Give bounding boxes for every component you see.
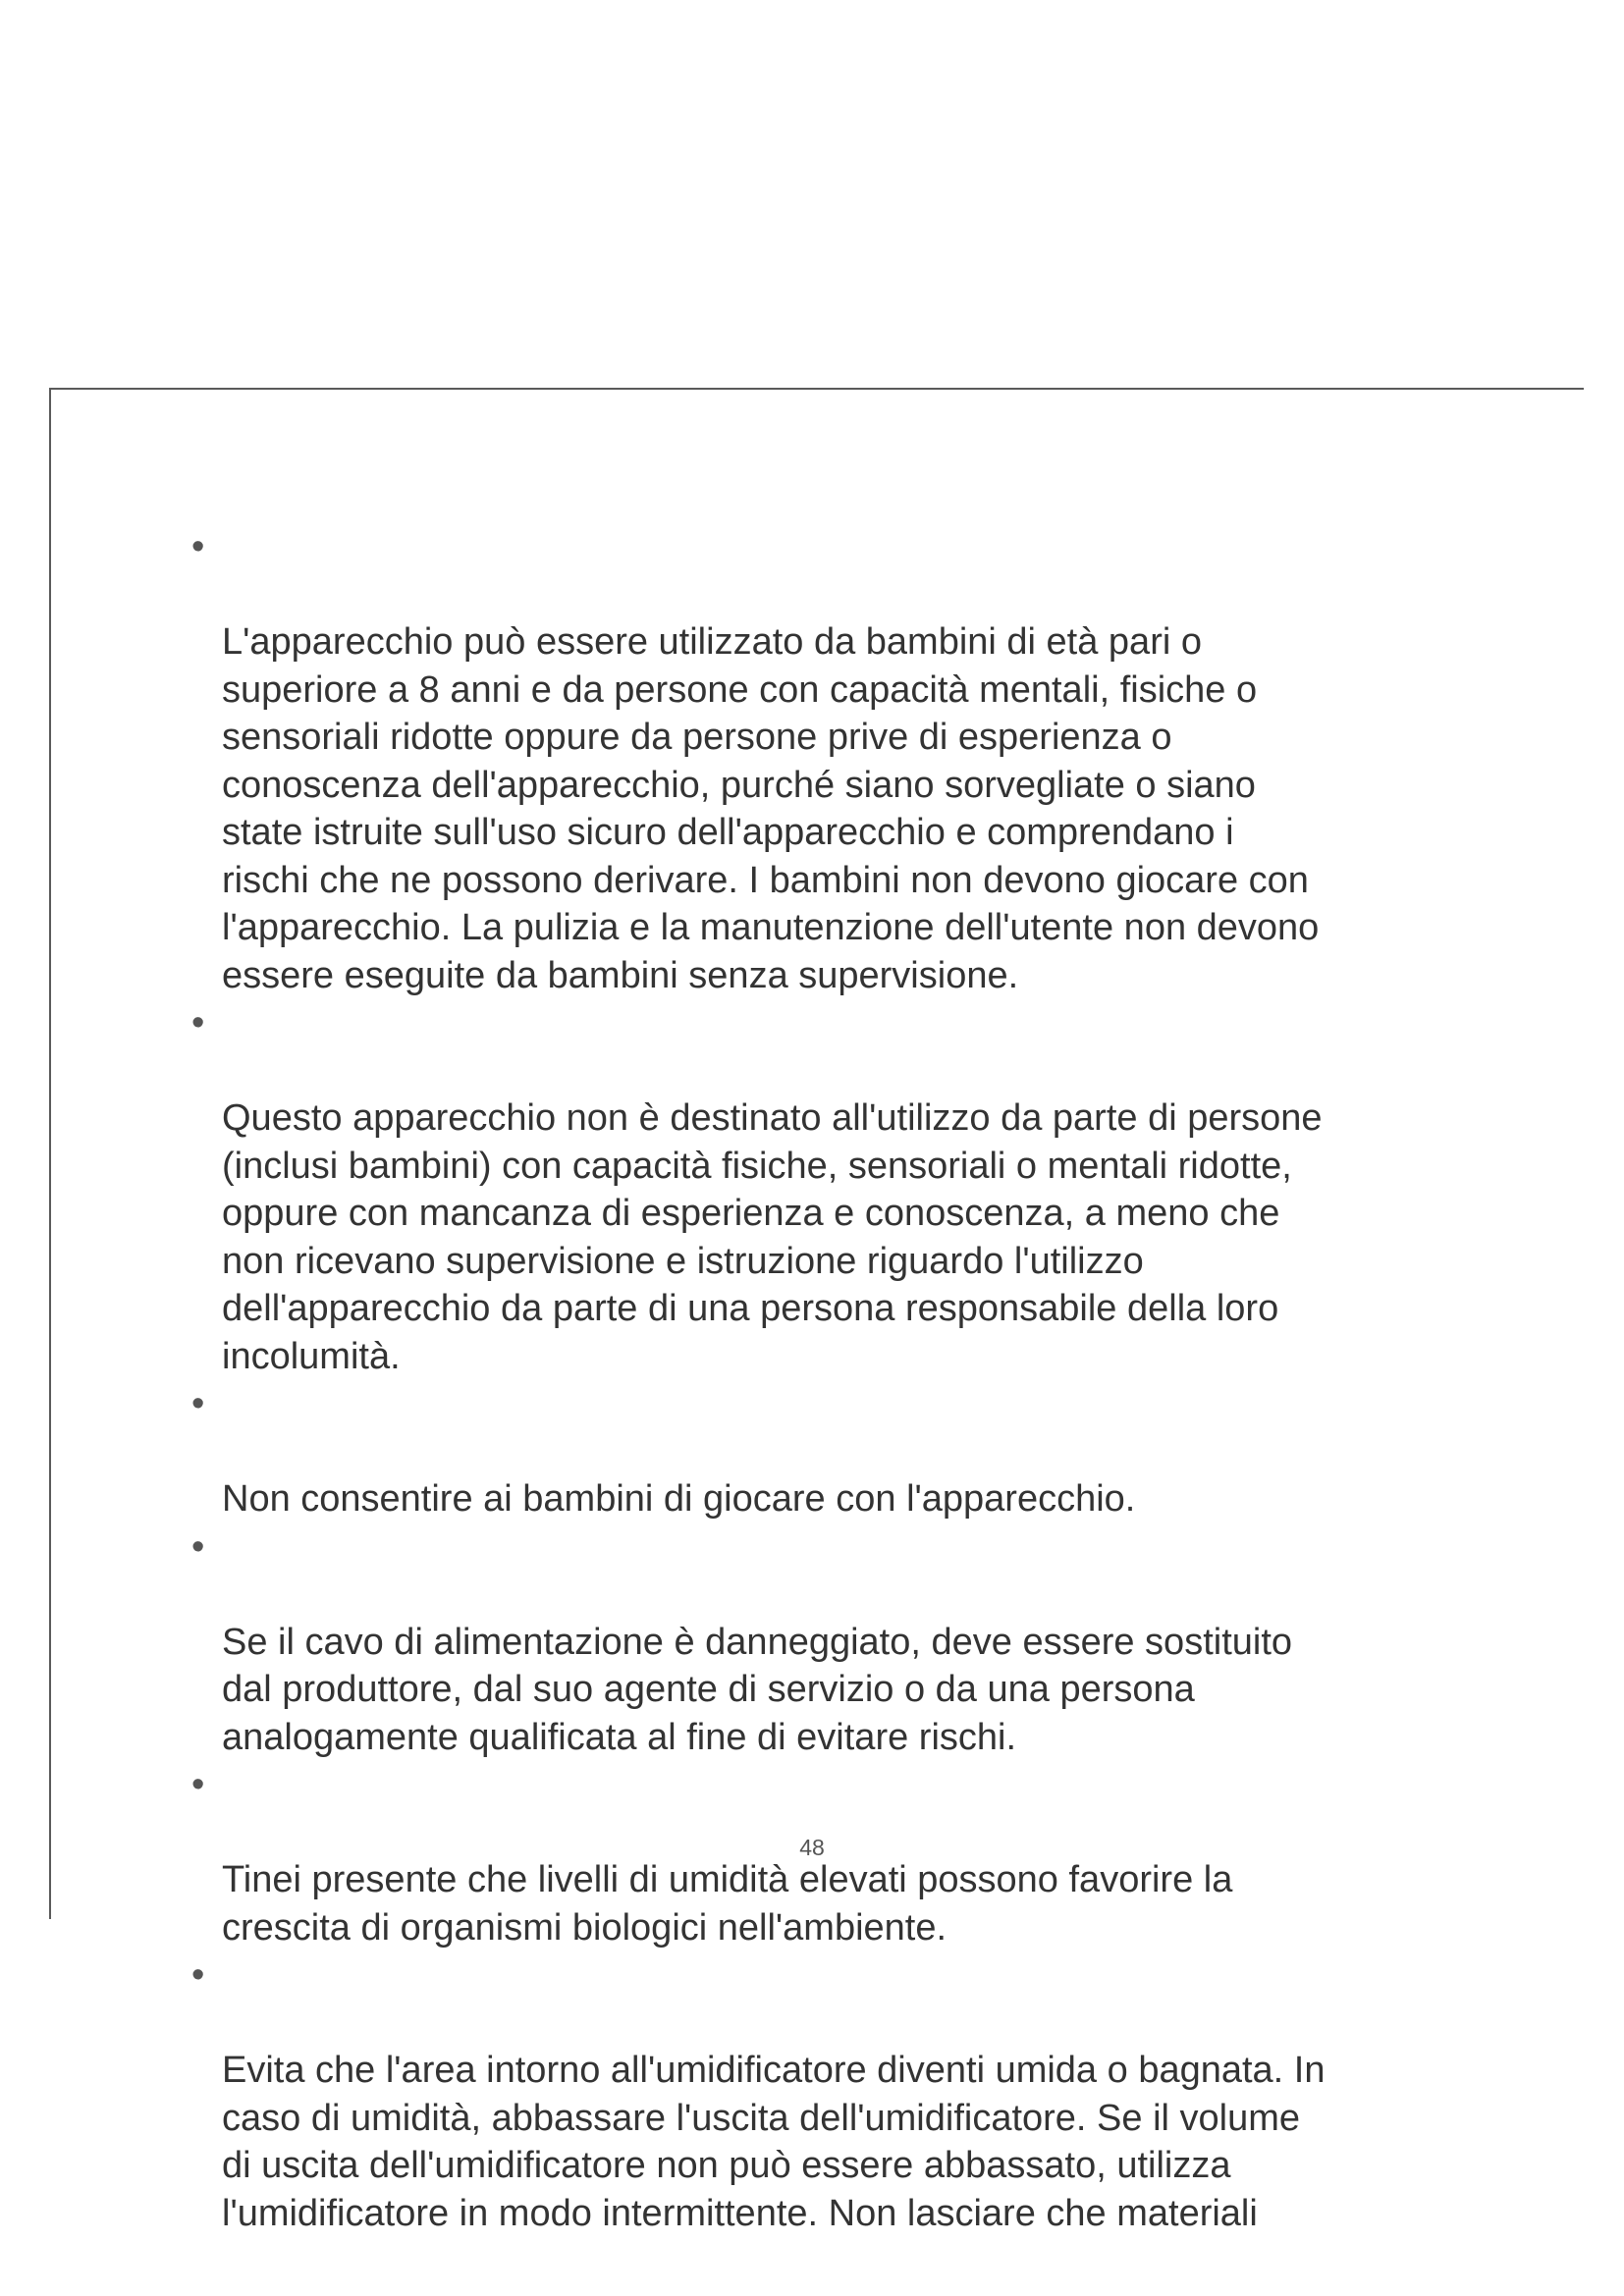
bullet-item xyxy=(189,1523,1465,1762)
bullet-text: L'apparecchio può essere utilizzato da bambini di età pari o superiore a 8 anni e da persone con capacità mentali, fisiche o sensoriali ridotte oppure da persone prive di esperienza o conoscenza dell'apparecchio, purché siano sorvegliate o siano state istruite sull'uso sicuro dell'apparecchio e comprendano i rischi che ne possono derivare. I bambini non devono giocare con l'apparecchio. La pulizia e la manutenzione dell'utente non devono essere eseguite da bambini senza supervisione. xyxy=(222,621,1320,996)
page-number: 48 xyxy=(799,1835,825,1860)
safety-bullet-list xyxy=(189,523,1465,2237)
bullet-text: Evita che l'area intorno all'umidificatore diventi umida o bagnata. In caso di umidità, abbassare l'uscita dell'umidificatore. Se il volume di uscita dell'umidificatore non può essere abbassato, utilizza l'umidificatore in modo intermittente. Non lasciare che materiali xyxy=(222,2050,1326,2234)
bullet-dot-icon: • xyxy=(191,1954,205,1996)
bullet-item xyxy=(189,523,1465,999)
page-frame-top-border xyxy=(49,388,1584,390)
page-frame-left-border xyxy=(49,388,51,1919)
bullet-dot-icon: • xyxy=(191,1383,205,1424)
bullet-dot-icon: • xyxy=(191,526,205,567)
bullet-text: Non consentire ai bambini di giocare con l'apparecchio. xyxy=(222,1478,1136,1520)
bullet-text: Se il cavo di alimentazione è danneggiato, deve essere sostituito dal produttore, dal suo agente di servizio o da una persona analogamente qualificata al fine di evitare rischi. xyxy=(222,1621,1293,1758)
bullet-text: Tinei presente che livelli di umidità elevati possono favorire la crescita di organismi biologici nell'ambiente. xyxy=(222,1859,1233,1949)
bullet-item xyxy=(189,999,1465,1380)
bullet-text: Questo apparecchio non è destinato all'utilizzo da parte di persone (inclusi bambini) con capacità fisiche, sensoriali o mentali ridotte, oppure con mancanza di esperienza e conoscenza, a meno che non ricevano supervisione e istruzione riguardo l'utilizzo dell'apparecchio da parte di una persona responsabile della loro incolumità. xyxy=(222,1097,1323,1377)
bullet-dot-icon: • xyxy=(191,1525,205,1568)
bullet-item xyxy=(189,1380,1465,1523)
bullet-dot-icon: • xyxy=(191,1002,205,1043)
bullet-item xyxy=(189,1951,1465,2237)
bullet-dot-icon: • xyxy=(191,1764,205,1805)
document-body xyxy=(189,523,1465,2237)
